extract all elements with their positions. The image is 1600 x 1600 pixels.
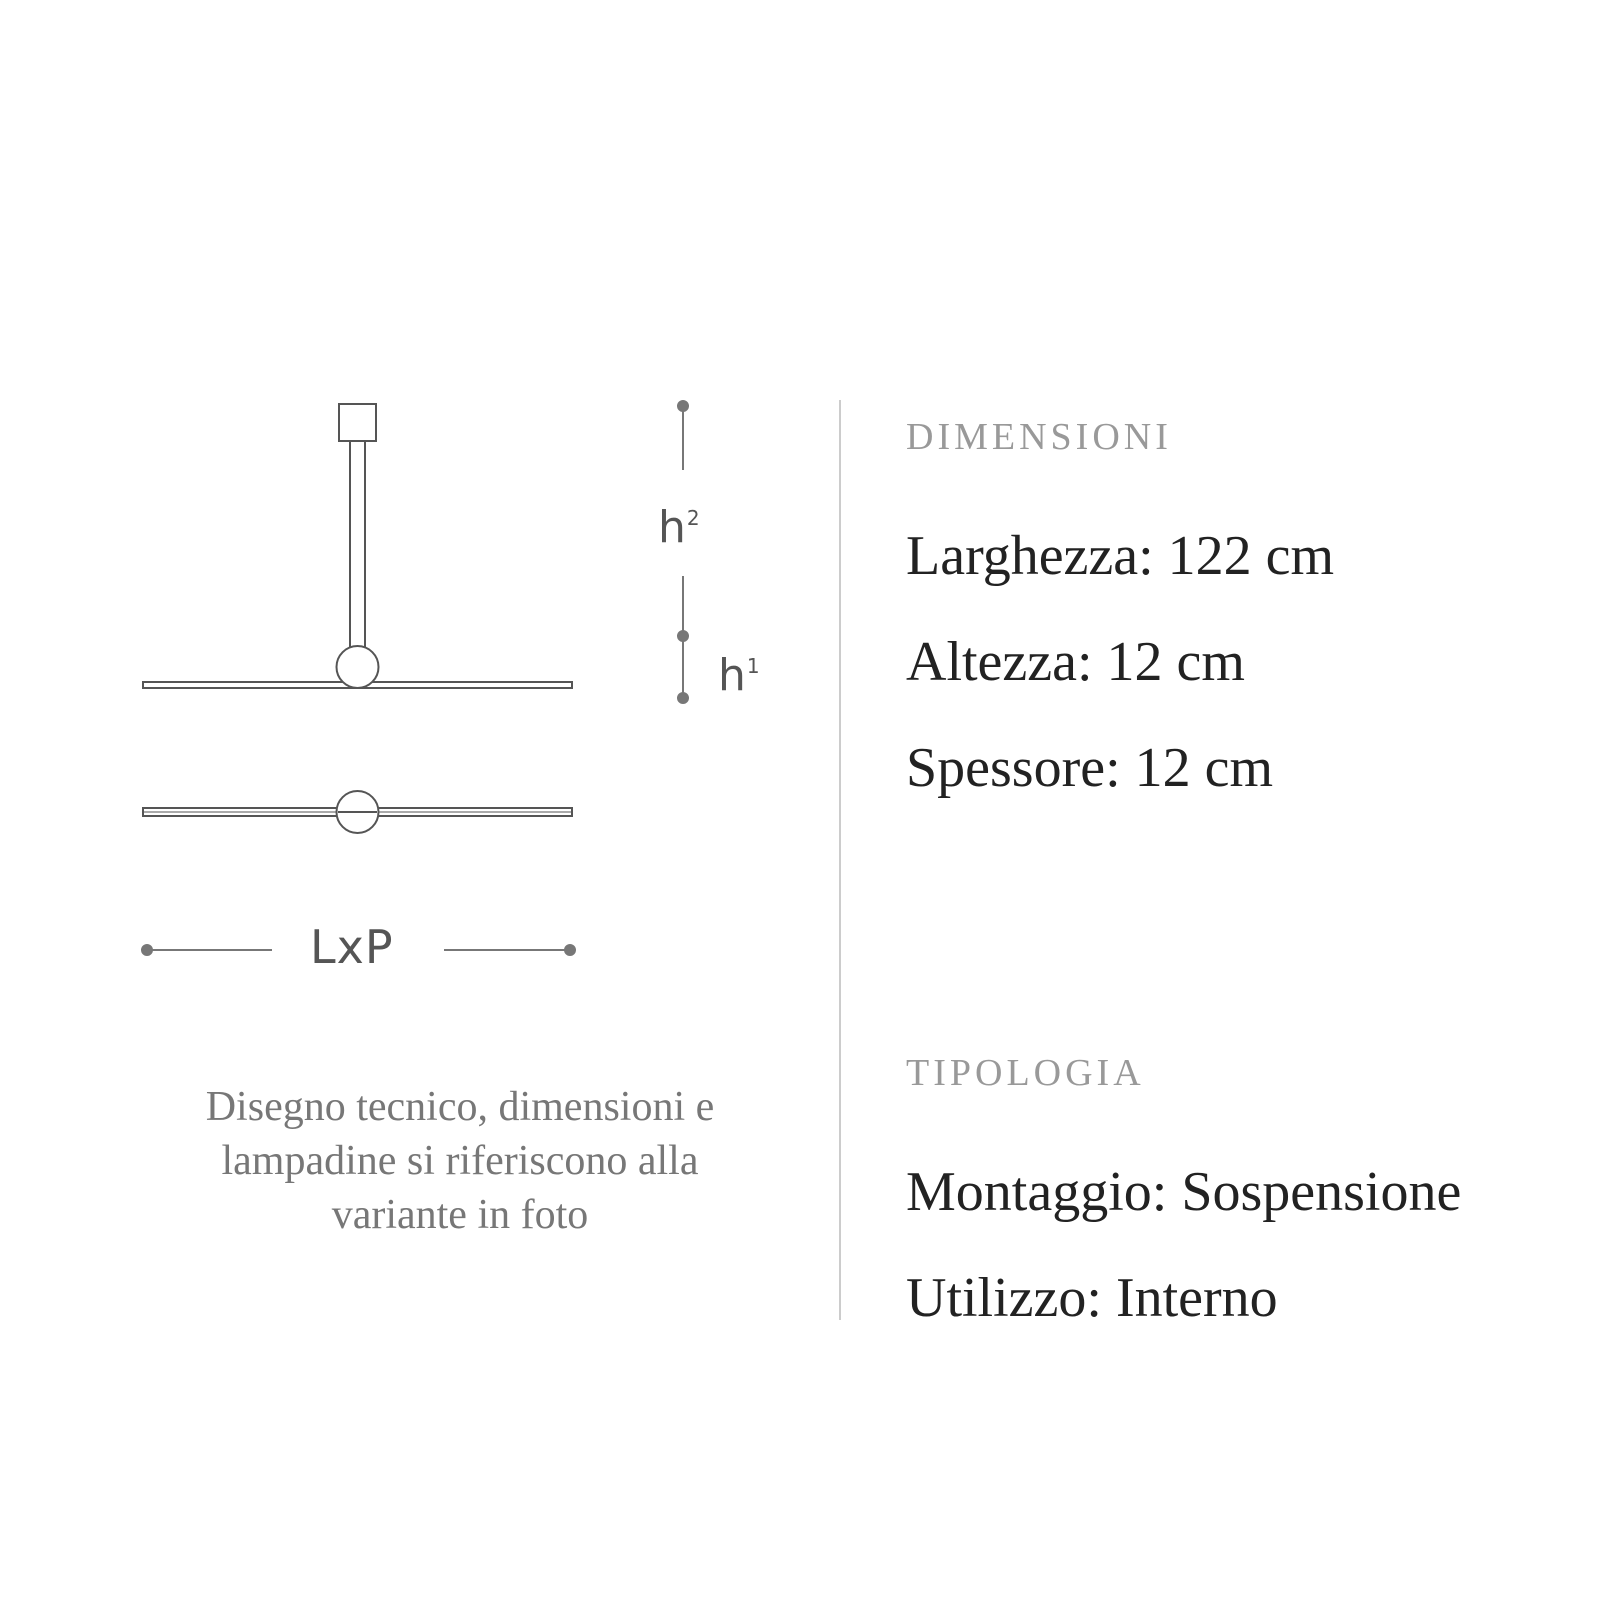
ceiling-canopy bbox=[339, 404, 376, 441]
suspension-stem bbox=[350, 441, 365, 652]
top-view bbox=[143, 791, 572, 833]
joint-sphere-front bbox=[337, 646, 379, 688]
drawing-caption bbox=[140, 1080, 780, 1242]
vertical-divider bbox=[839, 400, 841, 1320]
altezza-value: Altezza: 12 cm bbox=[906, 631, 1245, 693]
caption-line-1: Disegno tecnico, dimensioni e bbox=[205, 1084, 715, 1130]
utilizzo-value: Utilizzo: Interno bbox=[906, 1267, 1278, 1329]
technical-drawing bbox=[0, 0, 800, 1000]
caption-line-2: lampadine si riferiscono alla bbox=[221, 1138, 699, 1184]
spessore-value: Spessore: 12 cm bbox=[906, 737, 1274, 799]
front-view bbox=[143, 404, 572, 688]
caption-line-3: variante in foto bbox=[331, 1192, 589, 1238]
larghezza-value: Larghezza: 122 cm bbox=[906, 525, 1335, 587]
dimensioni-heading: DIMENSIONI bbox=[906, 416, 1172, 458]
tipologia-heading: TIPOLOGIA bbox=[906, 1052, 1145, 1094]
h2-dimension-label: $h^2$ bbox=[658, 502, 700, 553]
montaggio-value: Montaggio: Sospensione bbox=[906, 1161, 1462, 1223]
h1-dimension-label: $h^1$ bbox=[718, 650, 760, 701]
lxp-dimension-label: LxP bbox=[310, 920, 394, 974]
